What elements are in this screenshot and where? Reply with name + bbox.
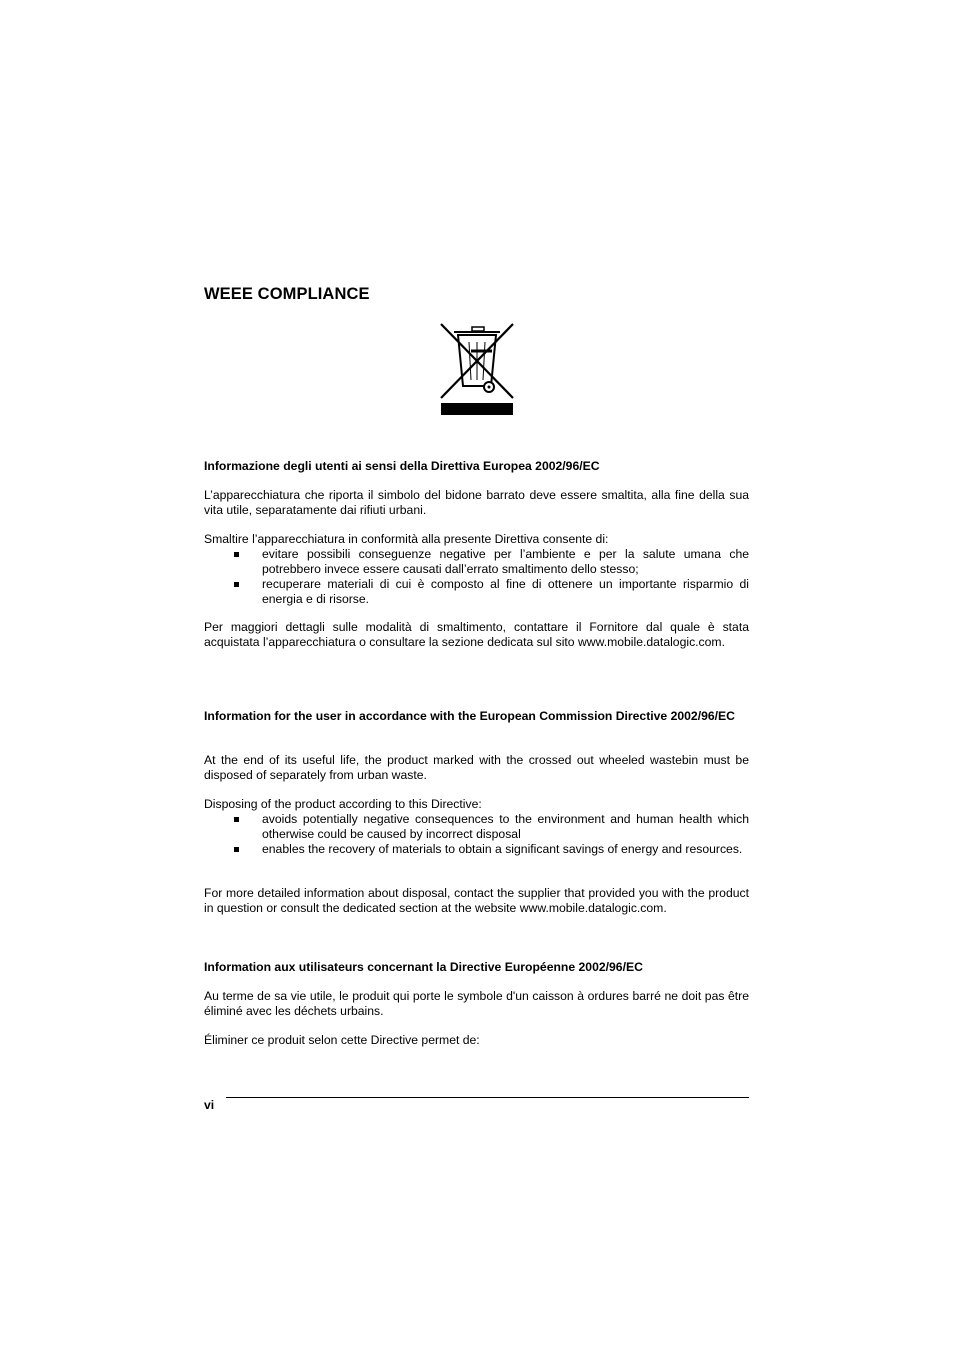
crossed-out-wheeled-bin-icon xyxy=(438,322,516,416)
english-heading-block xyxy=(204,709,749,724)
bullet-icon xyxy=(234,582,239,587)
list-item-text: enables the recovery of materials to obtain a significant savings of energy and resources. xyxy=(262,842,743,856)
bullet-icon xyxy=(234,847,239,852)
italian-heading: Informazione degli utenti ai sensi della Direttiva Europea 2002/96/EC xyxy=(204,459,600,473)
list-item xyxy=(204,577,749,607)
english-paragraph-block xyxy=(204,753,749,783)
italian-list-block xyxy=(204,532,749,607)
english-list-block xyxy=(204,797,749,857)
english-closing-block xyxy=(204,886,749,916)
page-title: WEEE COMPLIANCE xyxy=(204,285,370,303)
italian-closing-block xyxy=(204,620,749,650)
english-closing-paragraph: For more detailed information about disposal, contact the supplier that provided you with the product in question or consult the dedicated section at the website www.mobile.datalogic.com. xyxy=(204,886,749,915)
italian-bullet-list xyxy=(204,547,749,607)
list-item xyxy=(204,842,749,857)
english-bullet-list xyxy=(204,812,749,857)
page-number: vi xyxy=(204,1098,215,1112)
italian-closing-paragraph: Per maggiori dettagli sulle modalità di smaltimento, contattare il Fornitore dal quale è stata acquistata l’apparecchiatura o consultare la sezione dedicata sul sito www.mobile.datalogic.com. xyxy=(204,620,749,649)
bullet-icon xyxy=(234,552,239,557)
italian-paragraph: L’apparecchiatura che riporta il simbolo del bidone barrato deve essere smaltita, alla fine della sua vita utile, separatamente dai rifiuti urbani. xyxy=(204,488,749,517)
list-item-text: avoids potentially negative consequences to the environment and human health which otherwise could be caused by incorrect disposal xyxy=(262,812,749,841)
list-item-text: evitare possibili conseguenze negative per l’ambiente e per la salute umana che potrebbero invece essere causati dall’errato smaltimento dello stesso; xyxy=(262,547,749,576)
list-item-text: recuperare materiali di cui è composto al fine di ottenere un importante risparmio di energia e di risorse. xyxy=(262,577,749,606)
french-paragraph-block xyxy=(204,989,749,1019)
french-list-block xyxy=(204,1033,749,1048)
french-list-intro: Éliminer ce produit selon cette Directive permet de: xyxy=(204,1033,480,1047)
french-heading: Information aux utilisateurs concernant la Directive Européenne 2002/96/EC xyxy=(204,960,643,974)
list-item xyxy=(204,812,749,842)
footer-divider xyxy=(226,1097,749,1098)
french-paragraph: Au terme de sa vie utile, le produit qui porte le symbole d'un caisson à ordures barré ne doit pas être éliminé avec les déchets urbains. xyxy=(204,989,749,1018)
list-item xyxy=(204,547,749,577)
french-heading-block xyxy=(204,960,749,975)
bullet-icon xyxy=(234,817,239,822)
english-heading: Information for the user in accordance with the European Commission Directive 2002/96/EC xyxy=(204,709,735,723)
italian-paragraph-block xyxy=(204,488,749,518)
italian-list-intro: Smaltire l’apparecchiatura in conformità alla presente Direttiva consente di: xyxy=(204,532,609,546)
english-paragraph: At the end of its useful life, the product marked with the crossed out wheeled wastebin must be disposed of separately from urban waste. xyxy=(204,753,749,782)
italian-heading-block xyxy=(204,459,749,474)
english-list-intro: Disposing of the product according to this Directive: xyxy=(204,797,482,811)
